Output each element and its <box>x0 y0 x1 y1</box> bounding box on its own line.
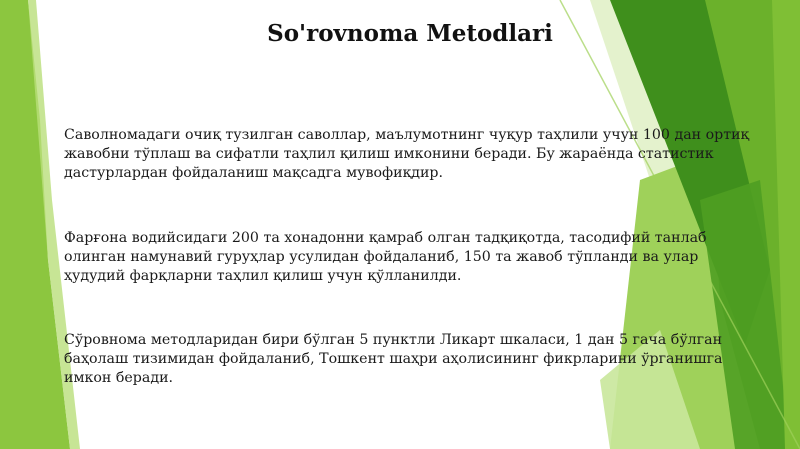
paragraph-fergana-study: Фарғона водийсидаги 200 та хонадонни қамраб олган тадқиқотда, тасодифий танлаб олинган намунавий гуруҳлар усулидан фойдаланиб, 150 та жавоб тўпланди ва улар ҳудудий фарқларни таҳлил қилиш учун қўлланилди. <box>64 230 707 284</box>
paragraph-open-questions: Саволномадаги очиқ тузилган саволлар, маълумотнинг чуқур таҳлили учун 100 дан ортиқ жавобни тўплаш ва сифатли таҳлил қилиш имконини беради. Бу жараёнда статистик дастурлардан фойдаланиш мақсадга мувофиқдир. <box>64 127 750 181</box>
slide-title: So'rovnoma Metodlari <box>267 20 553 47</box>
paragraph-likert-scale: Сўровнома методларидан бири бўлган 5 пунктли Ликарт шкаласи, 1 дан 5 гача бўлган баҳолаш тизимидан фойдаланиб, Тошкент шаҳри аҳолисининг фикрларини ўрганишга имкон беради. <box>64 332 723 386</box>
